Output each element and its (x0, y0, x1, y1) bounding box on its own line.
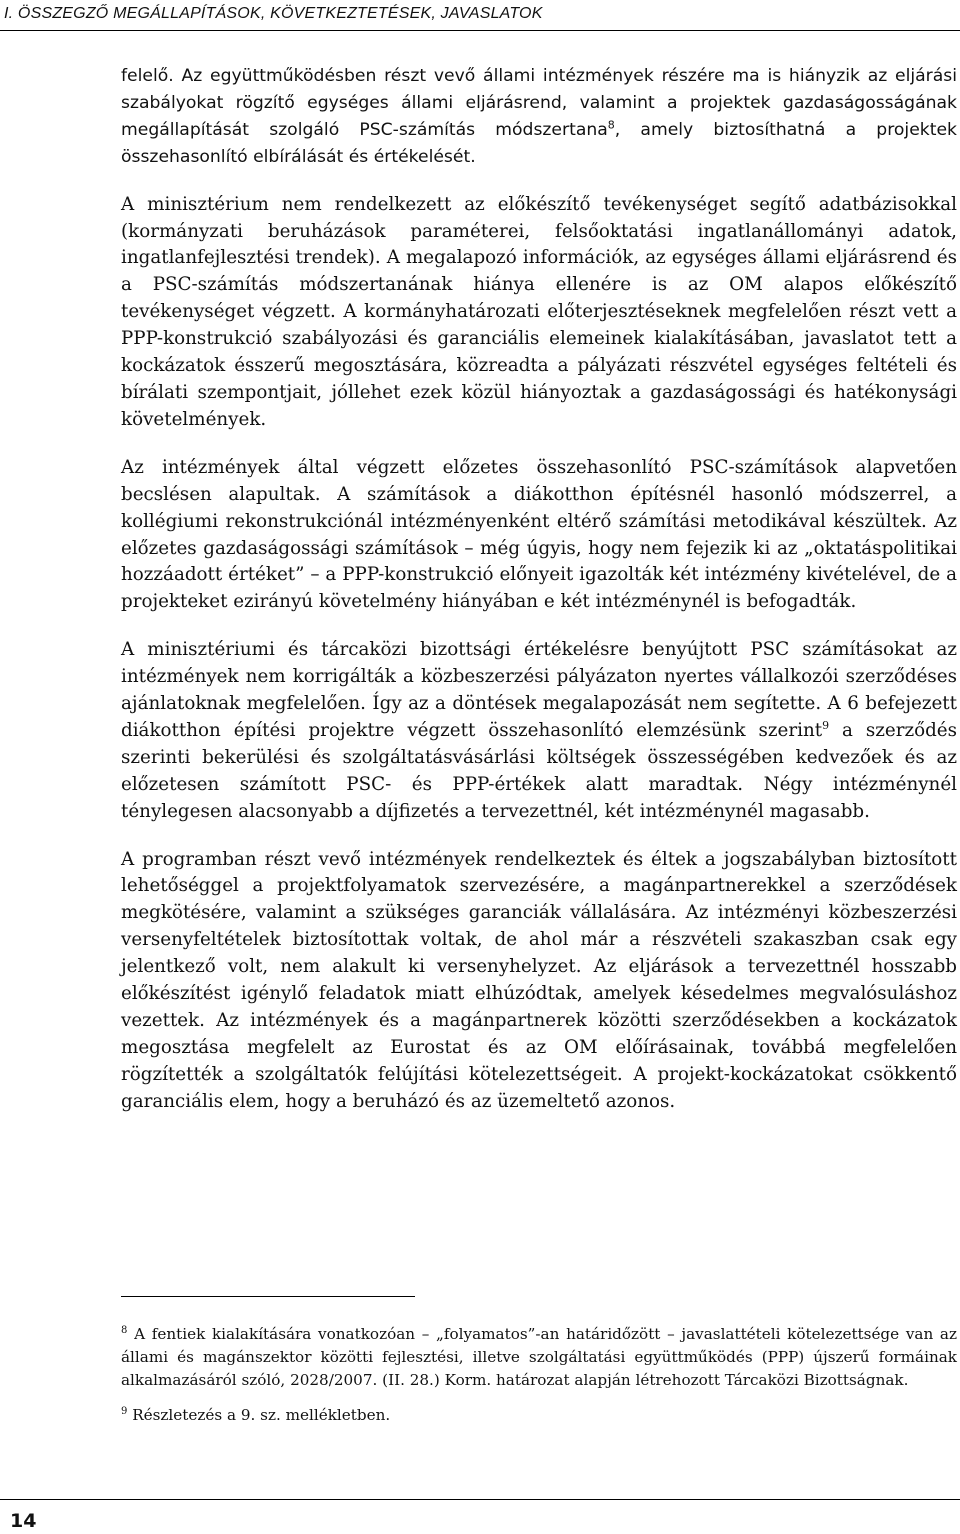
paragraph-4 (121, 637, 957, 825)
footer-rule (0, 1499, 960, 1500)
footnote-number-9: 9 (121, 1405, 128, 1417)
paragraph-5: A programban részt vevő intézmények rendelkeztek és éltek a jogszabályban biztosított lehetőséggel a projektfolyamatok szervezésére, a magánpartnerekkel a szerződések megkötésére, valamint a szükséges garanciák vállalására. Az intézményi közbeszerzési versenyfeltételek biztosítottak voltak, de ahol már a részvételi szakaszban csak egy jelentkező volt, nem alakult ki versenyhelyzet. Az eljárások a tervezettnél hosszabb előkészítést igénylő feladatok miatt elhúzódtak, amelyek késedelmes megvalósuláshoz vezettek. Az intézmények és a magánpartnerek közötti szerződésekben a kockázatok megosztása megfelelt az Eurostat és az OM előírásainak, továbbá megfelelően rögzítették a szolgáltatók felújítási kötelezettségeit. A projekt-kockázatokat csökkentő garanciális elem, hogy a beruházó és az üzemeltető azonos. (121, 848, 957, 1112)
page-number: 14 (10, 1510, 37, 1532)
body-text (121, 63, 957, 1137)
paragraph-4-text-cont: a szerződés szerinti bekerülési és szolgáltatásvásárlási költségek összességében kedvezőek és az előzetesen számított PSC- és PPP-értékek alatt maradtak. Négy intézménynél ténylegesen alacsonyabb a díjfizetés a tervezettnél, két intézménynél magasabb. (121, 719, 957, 822)
footnote-ref-8[interactable]: 8 (607, 118, 615, 132)
footnote-8-text: A fentiek kialakítására vonatkozóan – „folyamatos”-an határidőzött – javaslattételi kötelezettsége van az állami és magánszektor közötti fejlesztési, illetve szolgáltatási együttműködés (PPP) újszerű formáinak alkalmazásáról szóló, 2028/2007. (II. 28.) Korm. határozat alapján létrehozott Tárcaközi Bizottságnak. (121, 1325, 957, 1389)
footnote-ref-9[interactable]: 9 (822, 718, 830, 732)
paragraph-3: Az intézmények által végzett előzetes összehasonlító PSC-számítások alapvetően becslésen alapultak. A számítások a diákotthon építésnél hasonló módszerrel, a kollégiumi rekonstrukciónál intézményenként eltérő számítási metodikával készültek. Az előzetes gazdaságossági számítások – még úgyis, hogy nem fejezik ki az „oktatáspolitikai hozzáadott értéket” – a PPP-konstrukció előnyeit igazolták két intézmény kivételével, de a projekteket ezirányú követelmény hiányában e két intézménynél is befogadták. (121, 456, 957, 613)
header-title: I. ÖSSZEGZŐ MEGÁLLAPÍTÁSOK, KÖVETKEZTETÉSEK, JAVASLATOK (4, 5, 543, 22)
running-header (0, 0, 960, 31)
footnote-9-text: Részletezés a 9. sz. mellékletben. (127, 1406, 391, 1424)
paragraph-4-text: A minisztériumi és tárcaközi bizottsági értékelésre benyújtott PSC számításokat az intézmények nem korrigálták a közbeszerzési pályázaton nyertes vállalkozói szerződéses ajánlatoknak megfelelően. Így az a döntések megalapozását nem segítette. A 6 befejezett diákotthon építési projektre végzett összehasonlító elemzésünk szerint (121, 639, 957, 741)
footnote-separator (121, 1296, 415, 1297)
footnote-number-8: 8 (121, 1324, 128, 1336)
paragraph-2: A minisztérium nem rendelkezett az előkészítő tevékenységet segítő adatbázisokkal (kormányzati beruházások paraméterei, felsőoktatási ingatlanállományi adatok, ingatlanfejlesztési trendek). A megalapozó információk, az egységes állami eljárásrend és a PSC-számítás módszertanának hiánya ellenére is az OM alapos előkészítő tevékenységet végzett. A kormányhatározati előterjesztéseknek megfelelően részt vett a PPP-konstrukció szabályozási és garanciális elemeinek kialakításában, javaslatot tett a kockázatok ésszerű megosztására, közreadta a pályázati részvétel egységes feltételi és bírálati szempontjait, jóllehet ezek közül hiányoztak a gazdaságossági és hatékonysági követelmények. (121, 193, 957, 430)
footnotes (121, 1323, 957, 1439)
paragraph-1-text-cont: , amely biztosíthatná a projektek összehasonlító elbírálását és értékelését. (121, 119, 957, 167)
footnote-9 (121, 1404, 957, 1427)
paragraph-1 (121, 63, 957, 171)
footnote-8 (121, 1323, 957, 1392)
paragraph-1-text: felelő. Az együttműködésben részt vevő állami intézmények részére ma is hiányzik az eljárási szabályokat rögzítő egységes állami eljárásrend, valamint a projektek gazdaságosságának megállapítását szolgáló PSC-számítás módszertana (121, 66, 957, 140)
